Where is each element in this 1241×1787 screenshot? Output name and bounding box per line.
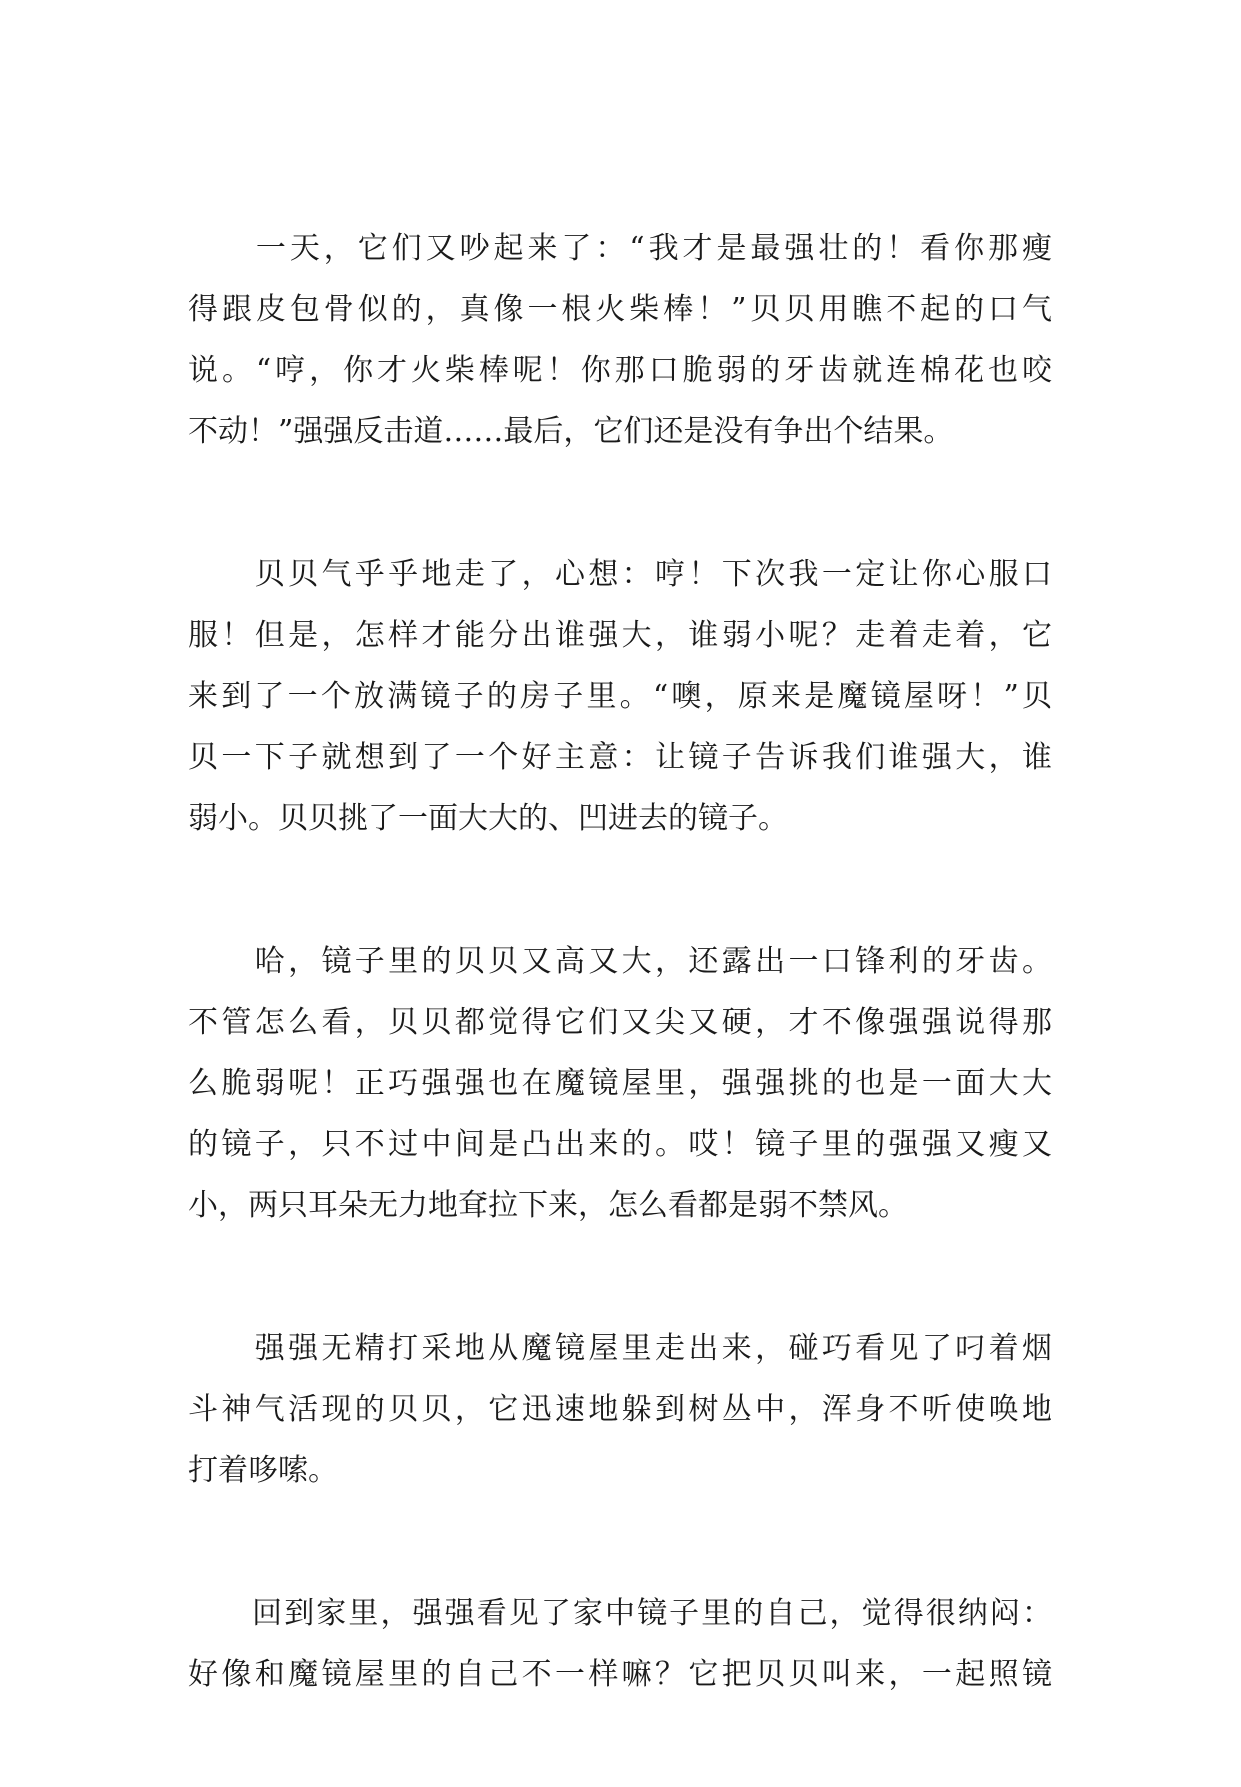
text-line: 贝贝气乎乎地走了，心想：哼！下次我一定让你心服口 (188, 557, 1052, 592)
text-line: 来到了一个放满镜子的房子里。“噢，原来是魔镜屋呀！”贝 (188, 679, 1052, 714)
text-line: 一天，它们又吵起来了：“我才是最强壮的！看你那瘦 (188, 231, 1052, 266)
text-line: 回到家里，强强看见了家中镜子里的自己，觉得很纳闷： (188, 1596, 1052, 1631)
text-line: 么脆弱呢！正巧强强也在魔镜屋里，强强挑的也是一面大大 (188, 1066, 1052, 1101)
story-text (188, 218, 1052, 1787)
text-line: 强强无精打采地从魔镜屋里走出来，碰巧看见了叼着烟 (188, 1331, 1052, 1366)
paragraph-2 (188, 544, 1052, 849)
text-line: 哈，镜子里的贝贝又高又大，还露出一口锋利的牙齿。 (188, 944, 1052, 979)
text-line: 贝一下子就想到了一个好主意：让镜子告诉我们谁强大，谁 (188, 740, 1052, 775)
text-line: 不管怎么看，贝贝都觉得它们又尖又硬，才不像强强说得那 (188, 1005, 1052, 1040)
text-line: 的镜子，只不过中间是凸出来的。哎！镜子里的强强又瘦又 (188, 1127, 1052, 1162)
paragraph-1 (188, 218, 1052, 462)
text-line: 小，两只耳朵无力地耷拉下来，怎么看都是弱不禁风。 (188, 1188, 908, 1223)
text-line: 好像和魔镜屋里的自己不一样嘛？它把贝贝叫来，一起照镜 (188, 1657, 1052, 1692)
paragraph-3 (188, 931, 1052, 1236)
paragraph-4 (188, 1318, 1052, 1501)
text-line: 服！但是，怎样才能分出谁强大，谁弱小呢？走着走着，它 (188, 618, 1052, 653)
text-line: 打着哆嗦。 (188, 1453, 338, 1488)
text-line: 得跟皮包骨似的，真像一根火柴棒！”贝贝用瞧不起的口气 (188, 292, 1052, 327)
text-line: 不动！”强强反击道……最后，它们还是没有争出个结果。 (188, 414, 954, 449)
text-line: 弱小。贝贝挑了一面大大的、凹进去的镜子。 (188, 801, 788, 836)
text-line: 说。“哼，你才火柴棒呢！你那口脆弱的牙齿就连棉花也咬 (188, 353, 1052, 388)
text-line: 斗神气活现的贝贝，它迅速地躲到树丛中，浑身不听使唤地 (188, 1392, 1052, 1427)
paragraph-5 (188, 1583, 1052, 1705)
